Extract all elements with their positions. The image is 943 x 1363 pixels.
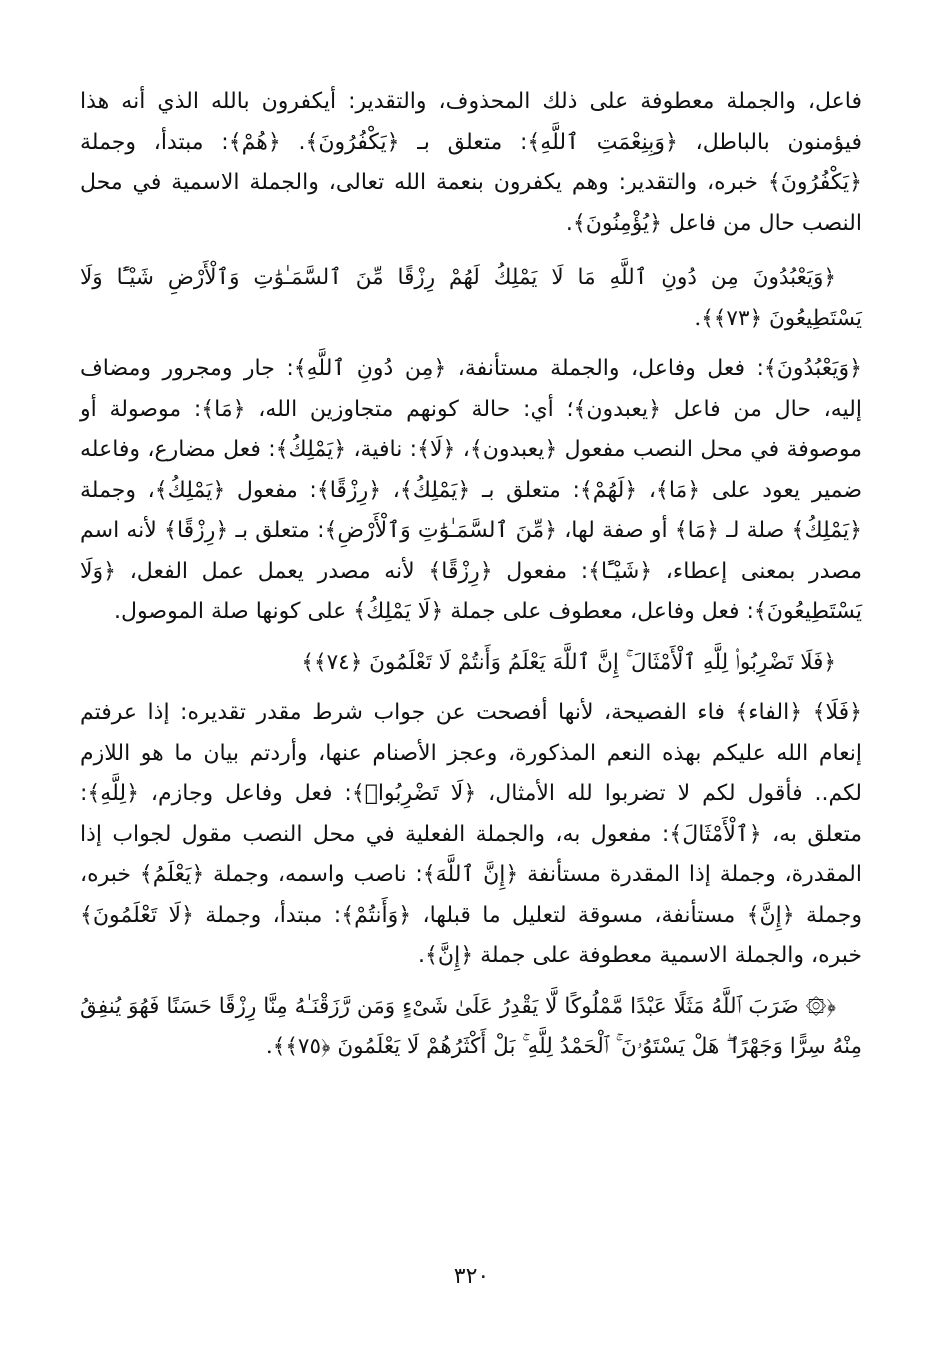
commentary-paragraph: ﴿وَيَعْبُدُونَ﴾: فعل وفاعل، والجملة مستأنفة، ﴿مِن دُونِ ٱللَّهِ﴾: جار ومجرور ومضاف إليه، حال من فاعل ﴿يعبدون﴾؛ أي: حالة كونهم متجاوزين الله، ﴿مَا﴾: موصولة أو موصوفة في محل النصب مفعول ﴿يعبدون﴾، ﴿لَا﴾: نافية، ﴿يَمْلِكُ﴾: فعل مضارع، وفاعله ضمير يعود على ﴿مَا﴾، ﴿لَهُمْ﴾: متعلق بـ ﴿يَمْلِكُ﴾، ﴿رِزْقًا﴾: مفعول ﴿يَمْلِكُ﴾، وجملة ﴿يَمْلِكُ﴾ صلة لـ ﴿مَا﴾ أو صفة لها، ﴿مِّنَ ٱلسَّمَـٰوَٰتِ وَٱلْأَرْضِ﴾: متعلق بـ ﴿رِزْقًا﴾ لأنه اسم مصدر بمعنى إعطاء، ﴿شَيْـًٔا﴾: مفعول ﴿رِزْقًا﴾ لأنه مصدر يعمل عمل الفعل، ﴿وَلَا يَسْتَطِيعُونَ﴾: فعل وفاعل، معطوف على جملة ﴿لَا يَمْلِكُ﴾ على كونها صلة الموصول. [80,356,862,624]
quran-verse-74: ﴿فَلَا تَضْرِبُوا۟ لِلَّهِ ٱلْأَمْثَالَ ۚ إِنَّ ٱللَّهَ يَعْلَمُ وَأَنتُمْ لَا تَعْلَمُونَ ﴿٧٤﴾﴾ [301,649,836,675]
quran-verse-73: ﴿وَيَعْبُدُونَ مِن دُونِ ٱللَّهِ مَا لَا يَمْلِكُ لَهُمْ رِزْقًا مِّنَ ٱلسَّمَـٰوَٰتِ وَٱلْأَرْضِ شَيْـًٔا وَلَا يَسْتَطِيعُونَ ﴿٧٣﴾﴾. [80,265,862,331]
commentary-paragraph: فاعل، والجملة معطوفة على ذلك المحذوف، والتقدير: أيكفرون بالله الذي أنه هذا فيؤمنون بالباطل، ﴿وَبِنِعْمَتِ ٱللَّهِ﴾: متعلق بـ ﴿يَكْفُرُونَ﴾. ﴿هُمْ﴾: مبتدأ، وجملة ﴿يَكْفُرُونَ﴾ خبره، والتقدير: وهم يكفرون بنعمة الله تعالى، والجملة الاسمية في محل النصب حال من فاعل ﴿يُؤْمِنُونَ﴾. [80,89,862,236]
commentary-paragraph: ﴿فَلَا﴾ ﴿الفاء﴾ فاء الفصيحة، لأنها أفصحت عن جواب شرط مقدر تقديره: إذا عرفتم إنعام الله عليكم بهذه النعم المذكورة، وعجز الأصنام عنها، وأردتم بيان ما هو اللازم لكم.. فأقول لكم لا تضربوا لله الأمثال، ﴿لَا تَضْرِبُوا۟﴾: فعل وفاعل وجازم، ﴿لِلَّهِ﴾: متعلق به، ﴿ٱلْأَمْثَالَ﴾: مفعول به، والجملة الفعلية في محل النصب مقول لجواب إذا المقدرة، وجملة إذا المقدرة مستأنفة ﴿إِنَّ ٱللَّهَ﴾: ناصب واسمه، وجملة ﴿يَعْلَمُ﴾ خبره، وجملة ﴿إِنَّ﴾ مستأنفة، مسوقة لتعليل ما قبلها، ﴿وَأَنتُمْ﴾: مبتدأ، وجملة ﴿لَا تَعْلَمُونَ﴾ خبره، والجملة الاسمية معطوفة على جملة ﴿إِنَّ﴾. [80,700,862,968]
page-body [80,82,862,1068]
quran-verse-75: ﴿۞ ضَرَبَ ٱللَّهُ مَثَلًا عَبْدًا مَّمْلُوكًا لَّا يَقْدِرُ عَلَىٰ شَىْءٍ وَمَن رَّزَقْنَـٰهُ مِنَّا رِزْقًا حَسَنًا فَهُوَ يُنفِقُ مِنْهُ سِرًّا وَجَهْرًا ۖ هَلْ يَسْتَوُۥنَ ۚ ٱلْحَمْدُ لِلَّهِ ۚ بَلْ أَكْثَرُهُمْ لَا يَعْلَمُونَ ﴿٧٥﴾﴾. [80,993,862,1059]
page-number: ٣٢٠ [453,1264,490,1289]
